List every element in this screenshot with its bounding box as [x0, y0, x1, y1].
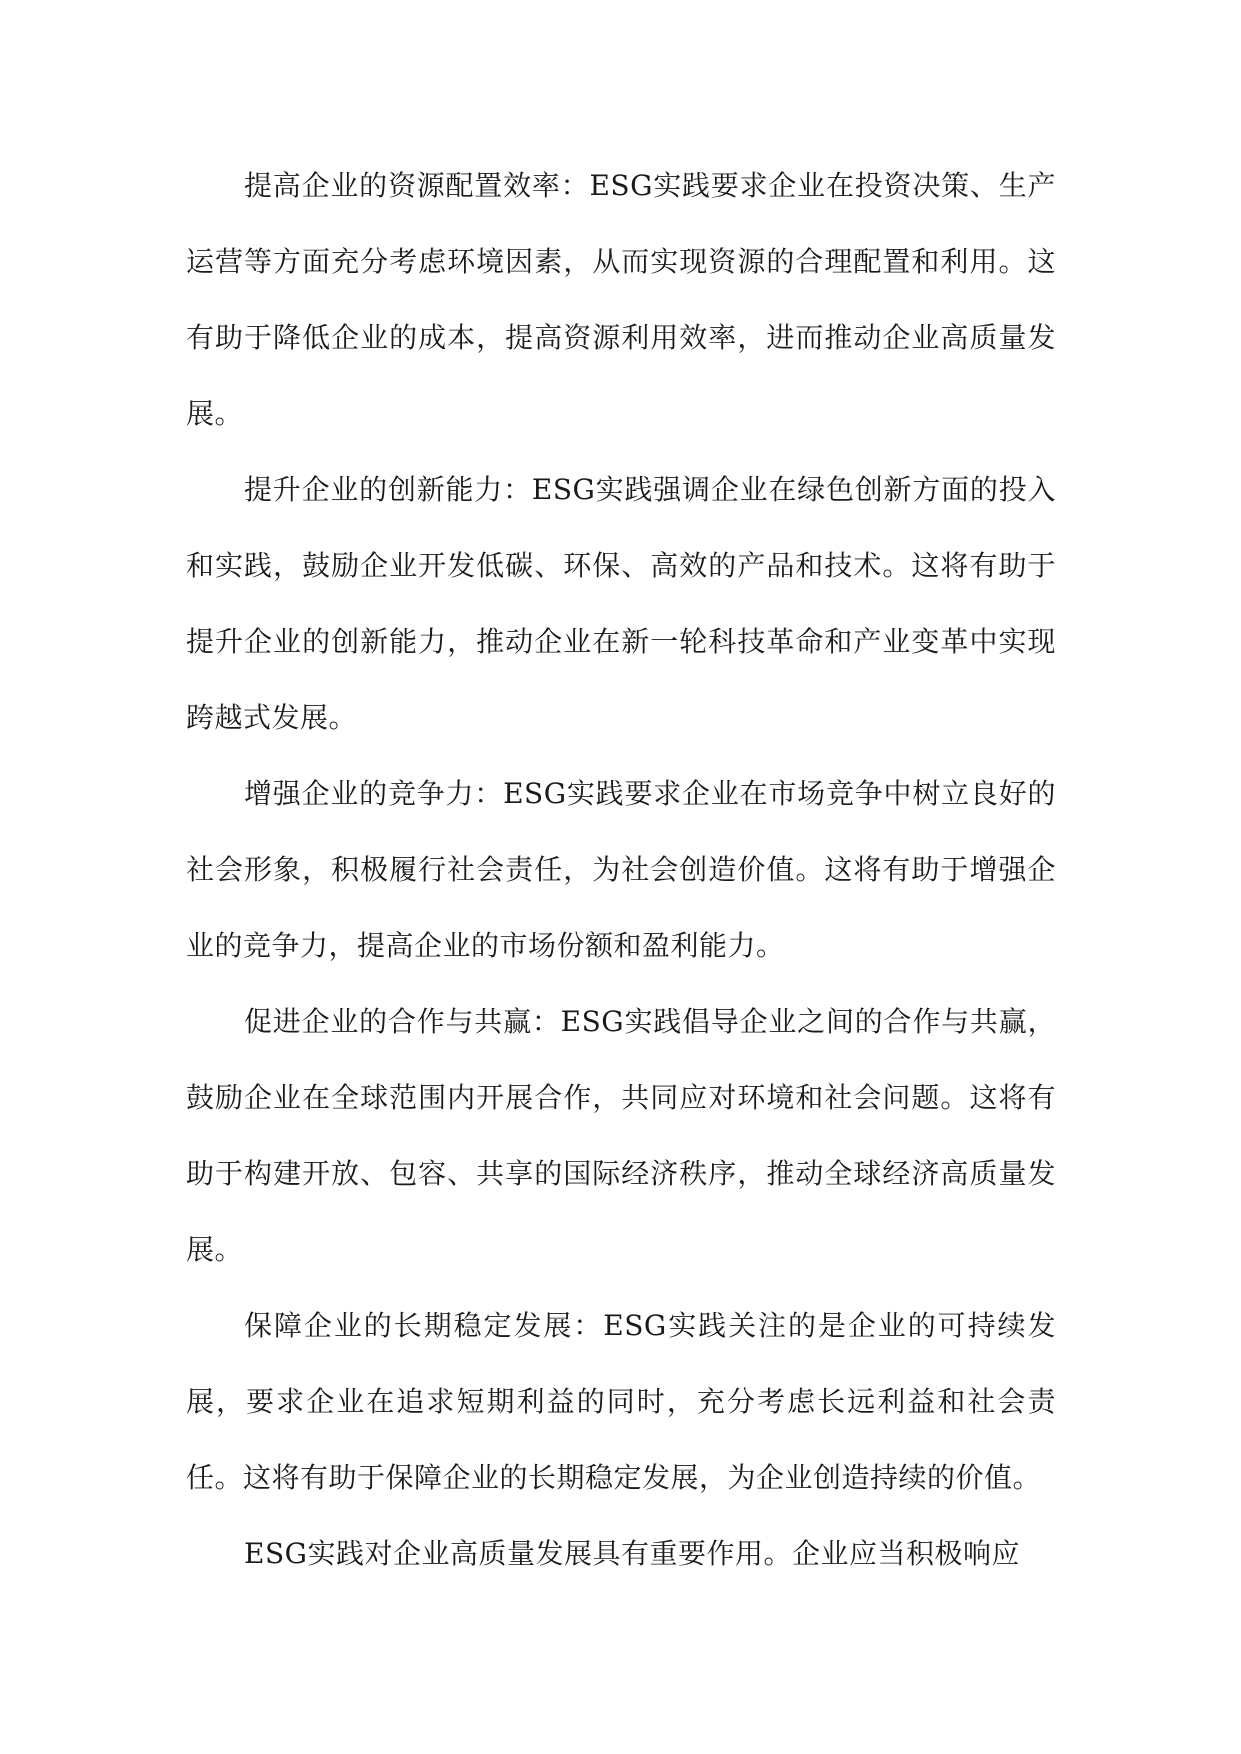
paragraph-resource-allocation: 提高企业的资源配置效率：ESG实践要求企业在投资决策、生产运营等方面充分考虑环境因素，从而实现资源的合理配置和利用。这有助于降低企业的成本，提高资源利用效率，进而推动企业高质量发展。	[186, 169, 1056, 430]
document-body	[186, 148, 1056, 1592]
paragraph-innovation: 提升企业的创新能力：ESG实践强调企业在绿色创新方面的投入和实践，鼓励企业开发低碳、环保、高效的产品和技术。这将有助于提升企业的创新能力，推动企业在新一轮科技革命和产业变革中实现跨越式发展。	[186, 473, 1056, 734]
paragraph-cooperation: 促进企业的合作与共赢：ESG实践倡导企业之间的合作与共赢，鼓励企业在全球范围内开展合作，共同应对环境和社会问题。这将有助于构建开放、包容、共享的国际经济秩序，推动全球经济高质量发展。	[186, 1005, 1056, 1266]
paragraph-conclusion: ESG实践对企业高质量发展具有重要作用。企业应当积极响应	[244, 1537, 1020, 1570]
paragraph-long-term-development: 保障企业的长期稳定发展：ESG实践关注的是企业的可持续发展，要求企业在追求短期利益的同时，充分考虑长远利益和社会责任。这将有助于保障企业的长期稳定发展，为企业创造持续的价值。	[186, 1309, 1056, 1494]
paragraph-competitiveness: 增强企业的竞争力：ESG实践要求企业在市场竞争中树立良好的社会形象，积极履行社会责任，为社会创造价值。这将有助于增强企业的竞争力，提高企业的市场份额和盈利能力。	[186, 777, 1056, 962]
